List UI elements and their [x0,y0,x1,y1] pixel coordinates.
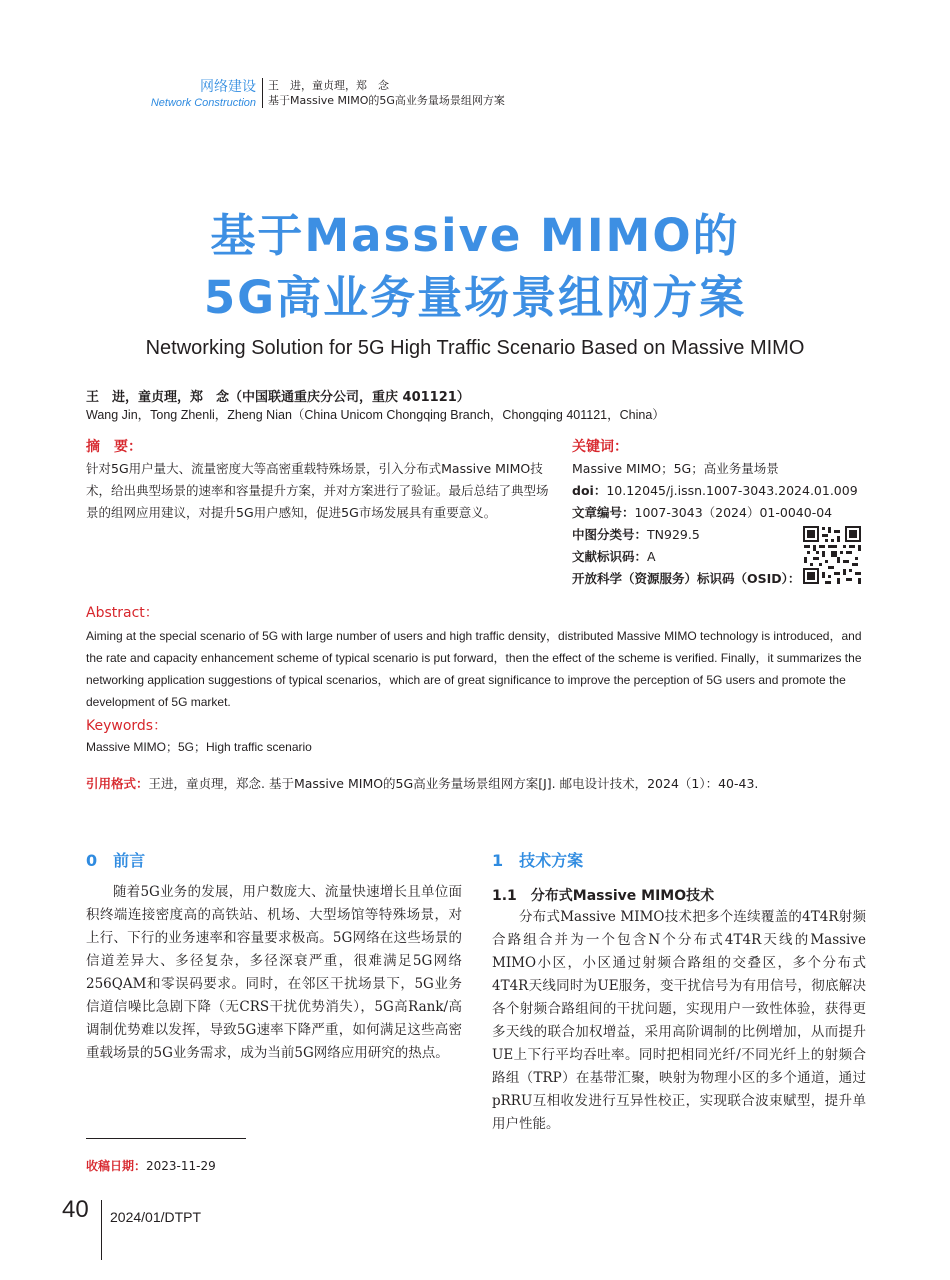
title-cn-line2: 5G高业务量场景组网方案 [203,271,747,324]
abstract-en-text: Aiming at the special scenario of 5G with large number of users and high traffic density，distributed Massive MIMO technology is introduced，and the rate and capacity enhancement scheme of typical scenario is put forward，then the effect of the scheme is verified. Finally，it summarizes the networking application suggestions of typical scenarios，which are of great significance to improve the perception of 5G users and promote the development of 5G market. [86,629,862,709]
authors-en: Wang Jin，Tong Zhenli，Zheng Nian（China Unicom Chongqing Branch，Chongqing 401121，China） [86,408,665,422]
title-en: Networking Solution for 5G High Traffic Scenario Based on Massive MIMO [145,337,805,359]
title-cn-line1: 基于Massive MIMO的 [210,209,740,262]
journal-issue: 2024/01/DTPT [110,1209,202,1225]
doc-code-label: 文献标识码： [572,549,648,564]
doi-value: 10.12045/j.issn.1007-3043.2024.01.009 [606,483,858,498]
header-authors: 王 进，童贞理，郑 念 [268,79,389,92]
osid-qr-code-icon[interactable] [802,525,862,585]
footnote [86,1157,216,1174]
header-article-title: 基于Massive MIMO的5G高业务量场景组网方案 [268,94,505,107]
osid-label: 开放科学（资源服务）标识码（OSID）： [572,571,801,586]
section-name-en: Network Construction [150,97,256,109]
section-name-cn: 网络建设 [200,79,256,95]
abstract-en-label: Abstract： [86,605,159,621]
keywords-en-label: Keywords： [86,718,168,734]
footer-divider [101,1200,102,1260]
subsection-1-1-heading: 1.1 分布式Massive MIMO技术 [492,888,715,904]
page-number: 40 [62,1196,89,1223]
section-0-heading: 0 前言 [86,851,146,870]
doc-code-value: A [647,549,656,564]
article-no-value: 1007-3043（2024）01-0040-04 [634,505,833,520]
running-header-article [268,78,505,108]
abstract-cn-label: 摘 要： [86,439,142,455]
clc-value: TN929.5 [647,527,700,542]
footnote-rule [86,1138,246,1139]
section-1-text: 分布式Massive MIMO技术把多个连续覆盖的4T4R射频合路组合并为一个包含N个分布式4T4R天线的Massive MIMO小区，小区通过射频合路组的交叠区，多个分布式4T4R天线同时为UE服务，变干扰信号为有用信号，彻底解决各个射频合路组间的干扰问题，实现用户一致性体验，获得更多天线的联合加权增益，采用高阶调制的比例增加，从而提升UE上下行平均吞吐率。同时把相同光纤/不同光纤上的射频合路组（TRP）在基带汇聚，映射为物理小区的多个通道，通过pRRU互相收发进行互异性校正，实现联合波束赋型，提升单用户性能。 [492,909,866,1132]
footnote-label: 收稿日期： [86,1159,147,1173]
abstract-cn-text: 针对5G用户量大、流量密度大等高密重载特殊场景，引入分布式Massive MIMO技术，给出典型场景的速率和容量提升方案，并对方案进行了验证。最后总结了典型场景的组网应用建议，对提升5G用户感知，促进5G市场发展具有重要意义。 [86,461,549,520]
keywords-cn-text: Massive MIMO；5G；高业务量场景 [572,461,779,476]
running-header-section [120,78,256,110]
citation-label: 引用格式： [86,776,149,791]
section-1-heading: 1 技术方案 [492,851,584,870]
clc-label: 中图分类号： [572,527,648,542]
authors-cn: 王 进，童贞理，郑 念（中国联通重庆分公司，重庆 401121） [86,390,470,405]
keywords-en-text: Massive MIMO；5G；High traffic scenario [86,740,312,754]
footnote-date: 2023-11-29 [146,1159,216,1173]
article-no-label: 文章编号： [572,505,635,520]
abstract-cn [86,436,556,524]
header-divider [262,78,263,108]
article-no-line [572,502,872,524]
citation-text: 王进，童贞理，郑念. 基于Massive MIMO的5G高业务量场景组网方案[J]. 邮电设计技术，2024（1）：40-43. [148,776,759,791]
keywords-cn-label: 关键词： [572,439,628,455]
doi-line [572,480,872,502]
doi-label: doi： [572,483,607,498]
section-0-text: 随着5G业务的发展，用户数庞大、流量快速增长且单位面积终端连接密度高的高铁站、机场、大型场馆等特殊场景，对上行、下行的业务速率和容量要求极高。5G网络在这些场景的信道差异大、多径复杂，多径深衰严重，很难满足5G网络256QAM和零误码要求。同时，在邻区干扰场景下，5G业务信道信噪比急剧下降（无CRS干扰优势消失），5G高Rank/高调制优势难以发挥，导致5G速率下降严重，如何满足这些高密重载场景的5G业务需求，成为当前5G网络应用研究的热点。 [86,884,462,1061]
citation [86,774,758,792]
